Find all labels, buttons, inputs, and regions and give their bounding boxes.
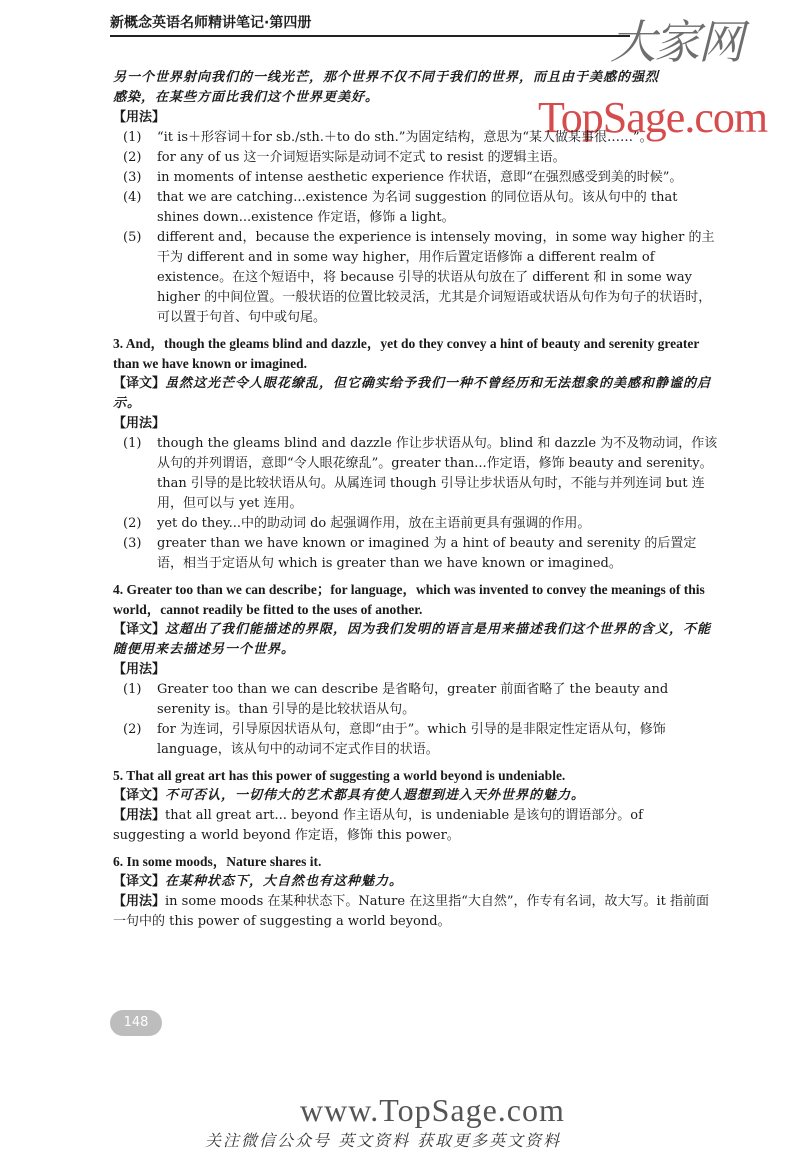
usage-heading: 【用法】 (113, 110, 166, 125)
usage-heading: 【用法】 (113, 416, 166, 431)
footer-url: www.TopSage.com (300, 1092, 565, 1128)
s2-usage-list (113, 128, 718, 328)
sentence-4: 4. Greater too than we can describe；for language，which was invented to convey the meanings of this world，cannot readily be fitted to the uses of another. (113, 582, 705, 617)
list-item: (3) in moments of intense aesthetic experience 作状语，意即“在强烈感受到美的时候”。 (123, 170, 683, 185)
sentence-6: 6. In some moods，Nature shares it. (113, 854, 322, 869)
dajia-logo: 大家网 (610, 15, 742, 69)
s4-usage-list (113, 680, 718, 760)
list-item: (1) Greater too than we can describe 是省略句，greater 前面省略了 the beauty and serenity is。than 引导的是比较状语从句。 (123, 682, 669, 717)
list-item: (2) for 为连词，引导原因状语从句，意即“由于”。which 引导的是非限定性定语从句，修饰 language，该从句中的动词不定式作目的状语。 (123, 722, 666, 757)
book-title: 新概念英语名师精讲笔记·第四册 (110, 15, 312, 31)
translation-3: 【译文】虽然这光芒令人眼花缭乱，但它确实给予我们一种不曾经历和无法想象的美感和静谧的启示。 (113, 376, 712, 411)
list-item: (2) yet do they...中的助动词 do 起强调作用，放在主语前更具有强调的作用。 (123, 516, 591, 531)
translation-6: 【译文】在某种状态下，大自然也有这种魅力。 (113, 874, 404, 889)
usage-heading: 【用法】 (113, 662, 166, 677)
usage-6: 【用法】in some moods 在某种状态下。Nature 在这里指“大自然”，作专有名词，故大写。it 指前面一句中的 this power of suggesting a world beyond。 (113, 894, 710, 929)
running-header (110, 12, 630, 37)
list-item: (4) that we are catching...existence 为名词 suggestion 的同位语从句。该从句中的 that shines down...existence 作定语，修饰 a light。 (123, 190, 678, 225)
intro-line-2: 感染，在某些方面比我们这个世界更美好。 (113, 90, 380, 105)
list-item: (2) for any of us 这一介词短语实际是动词不定式 to resist 的逻辑主语。 (123, 150, 566, 165)
page-number: 148 (110, 1010, 162, 1036)
topsage-logo: TopSage.com (538, 93, 768, 142)
list-item: (3) greater than we have known or imagined 为 a hint of beauty and serenity 的后置定语，相当于定语从句 which is greater than we have known or imagined。 (123, 536, 697, 571)
sentence-5: 5. That all great art has this power of suggesting a world beyond is undeniable. (113, 768, 566, 783)
footer-note: 关注微信公众号 英文资料 获取更多英文资料 (205, 1131, 562, 1150)
usage-5: 【用法】that all great art... beyond 作主语从句，is undeniable 是该句的谓语部分。of suggesting a world beyond 作定语，修饰 this power。 (113, 808, 643, 843)
list-item: (1) “it is＋形容词＋for sb./sth.＋to do sth.”为固定结构，意思为“某人做某事很……”。 (123, 130, 653, 145)
intro-line-1: 另一个世界射向我们的一线光芒，那个世界不仅不同于我们的世界，而且由于美感的强烈 (113, 70, 660, 85)
s3-usage-list (113, 434, 718, 574)
sentence-3: 3. And，though the gleams blind and dazzle，yet do they convey a hint of beauty and serenity greater than we have known or imagined. (113, 336, 700, 371)
list-item: (5) different and，because the experience is intensely moving，in some way higher 的主干为 different and in some way higher，用作后置定语修饰 a different realm of existence。在这个短语中，将 because 引导的状语从句放在了 different 和 in some way higher 的中间位置。一般状语的位置比较灵活，尤其是介词短语或状语从句作为句子的状语时，可以置于句首、句中或句尾。 (123, 230, 715, 325)
translation-5: 【译文】不可否认，一切伟大的艺术都具有使人遐想到进入天外世界的魅力。 (113, 788, 586, 803)
list-item: (1) though the gleams blind and dazzle 作让步状语从句。blind 和 dazzle 为不及物动词，作该从句的并列谓语，意即“令人眼花缭乱”。greater than...作定语，修饰 beauty and serenity。than 引导的是比较状语从句。从属连词 though 引导让步状语从句时，不能与并列连词 but 连用，但可以与 yet 连用。 (123, 436, 718, 511)
translation-4: 【译文】这超出了我们能描述的界限，因为我们发明的语言是用来描述我们这个世界的含义，不能随便用来去描述另一个世界。 (113, 622, 712, 657)
page-content (113, 68, 718, 932)
